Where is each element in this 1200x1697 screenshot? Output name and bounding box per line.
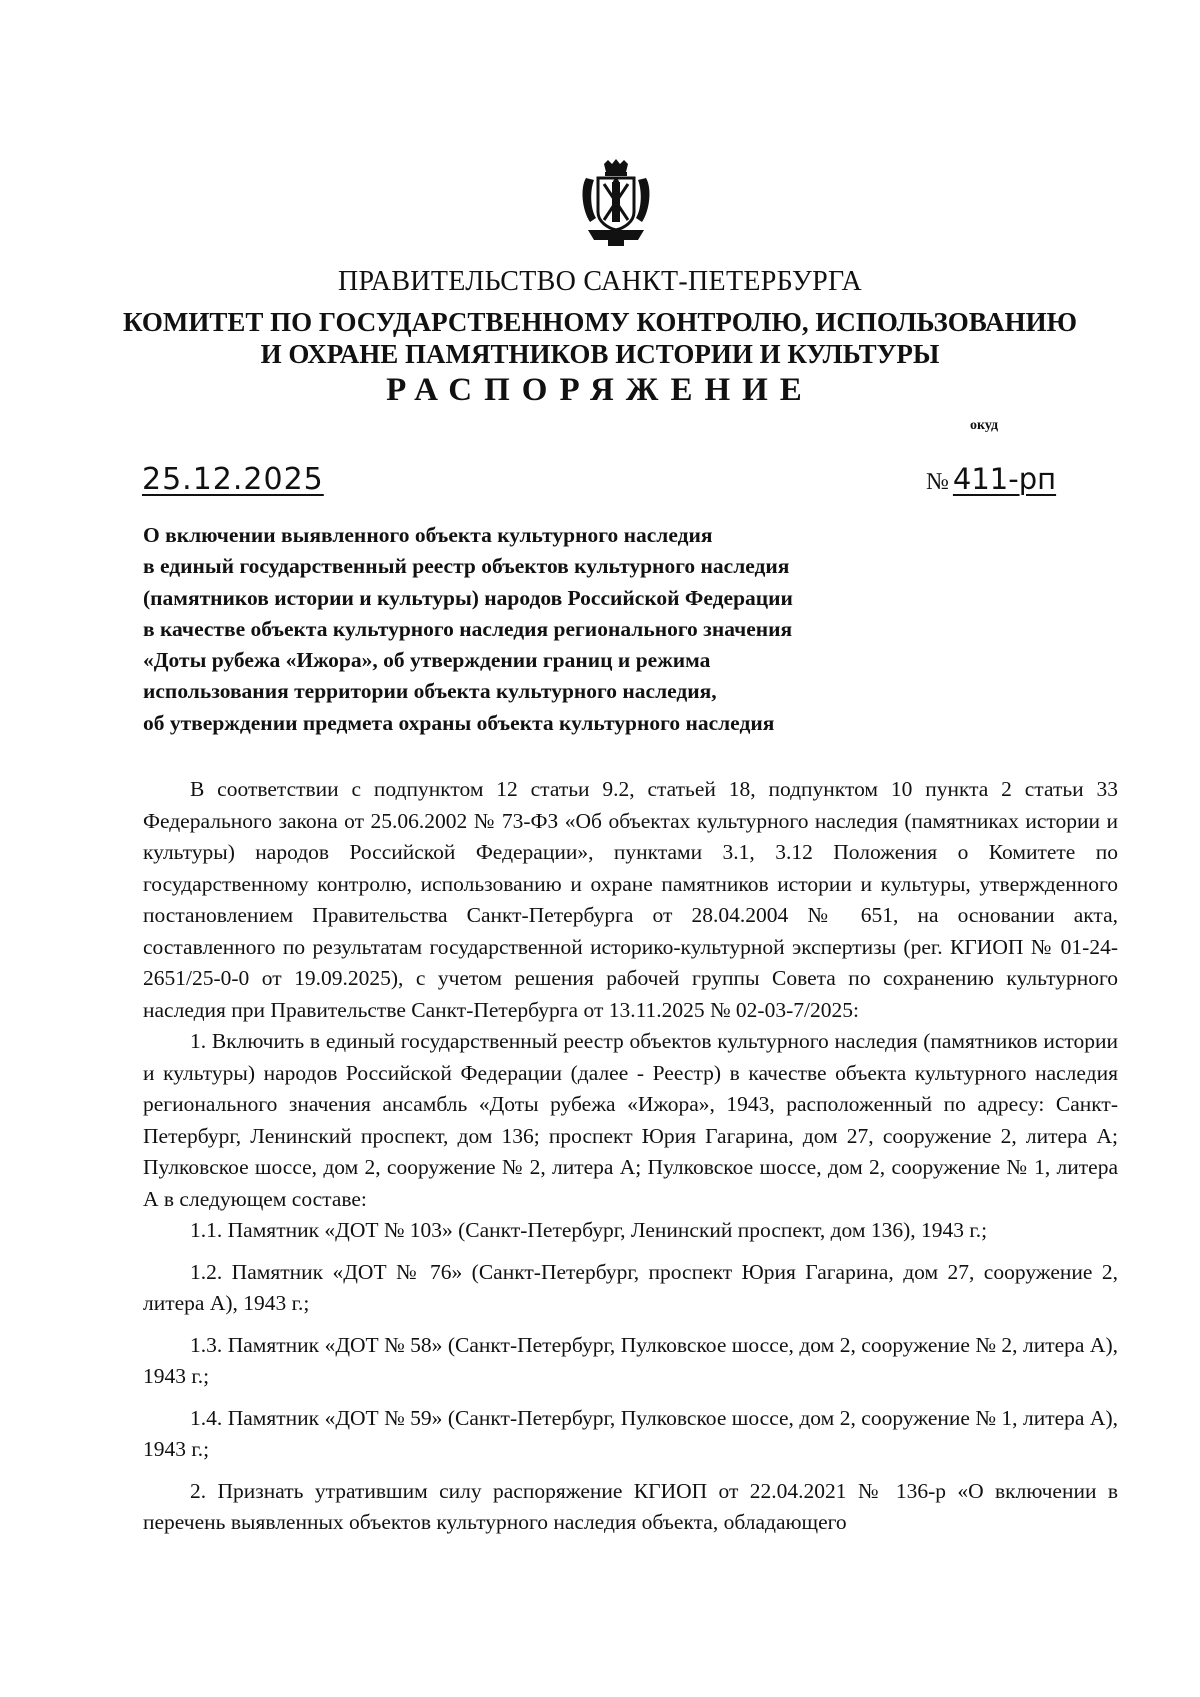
clause-2: 2. Признать утратившим силу распоряжение КГИОП от 22.04.2021 № 136-р «О включении в перечень выявленных объектов культурного наследия объекта, обладающего [143, 1478, 1118, 1534]
title-line: «Доты рубежа «Ижора», об утверждении границ и режима [143, 648, 711, 673]
title-line: (памятников истории и культуры) народов Российской Федерации [143, 585, 793, 610]
clause-1-4: 1.4. Памятник «ДОТ № 59» (Санкт-Петербург, Пулковское шоссе, дом 2, сооружение № 1, литера А), 1943 г.; [143, 1405, 1118, 1461]
title-line: об утверждении предмета охраны объекта культурного наследия [143, 710, 775, 735]
clause-1-1: 1.1. Памятник «ДОТ № 103» (Санкт-Петербург, Ленинский проспект, дом 136), 1943 г.; [190, 1218, 988, 1242]
number-value: 411-рп [952, 462, 1057, 496]
document-number [926, 462, 1060, 496]
document-title [143, 520, 943, 739]
document-body [143, 774, 1118, 1539]
title-line: использования территории объекта культурного наследия, [143, 679, 717, 704]
preamble-paragraph: В соответствии с подпунктом 12 статьи 9.2, статьей 18, подпунктом 10 пункта 2 статьи 33 Федерального закона от 25.06.2002 № 73-ФЗ «Об объектах культурного наследия (памятниках истории и культуры) народов Российской Федерации», пунктами 3.1, 3.12 Положения о Комитете по государственному контролю, использованию и охране памятников истории и культуры, утвержденного постановлением Правительства Санкт-Петербурга от 28.04.2004 № 651, на основании акта, составленного по результатам государственной историко-культурной экспертизы (рег. КГИОП № 01-24-2651/25-0-0 от 19.09.2025), с учетом решения рабочей группы Совета по сохранению культурного наследия при Правительстве Санкт-Петербурга от 13.11.2025 № 02-03-7/2025: [143, 777, 1118, 1022]
committee-line-1: КОМИТЕТ ПО ГОСУДАРСТВЕННОМУ КОНТРОЛЮ, ИСПОЛЬЗОВАНИЮ [123, 307, 1077, 337]
committee-name [0, 306, 1200, 370]
document-date: 25.12.2025 [142, 462, 324, 497]
committee-line-2: И ОХРАНЕ ПАМЯТНИКОВ ИСТОРИИ И КУЛЬТУРЫ [260, 339, 940, 369]
title-line: в единый государственный реестр объектов культурного наследия [143, 554, 790, 579]
clause-1-2: 1.2. Памятник «ДОТ № 76» (Санкт-Петербург, проспект Юрия Гагарина, дом 27, сооружение 2, литера А), 1943 г.; [143, 1259, 1118, 1315]
title-line: О включении выявленного объекта культурного наследия [143, 523, 713, 547]
clause-1: 1. Включить в единый государственный реестр объектов культурного наследия (памятников истории и культуры) народов Российской Федерации (далее - Реестр) в качестве объекта культурного наследия регионального значения ансамбль «Доты рубежа «Ижора», 1943, расположенный по адресу: Санкт-Петербург, Ленинский проспект, дом 136; проспект Юрия Гагарина, дом 27, сооружение 2, литера А; Пулковское шоссе, дом 2, сооружение № 2, литера А; Пулковское шоссе, дом 2, сооружение № 1, литера А в следующем составе: [143, 1029, 1118, 1211]
okud-label: окуд [970, 418, 999, 433]
title-line: в качестве объекта культурного наследия регионального значения [143, 616, 793, 641]
document-type: РАСПОРЯЖЕНИЕ [386, 372, 814, 408]
number-prefix: № [926, 469, 949, 495]
clause-1-3: 1.3. Памятник «ДОТ № 58» (Санкт-Петербург, Пулковское шоссе, дом 2, сооружение № 2, литера А), 1943 г.; [143, 1332, 1118, 1388]
coat-of-arms-icon [578, 158, 654, 248]
government-name: ПРАВИТЕЛЬСТВО САНКТ-ПЕТЕРБУРГА [338, 266, 862, 297]
